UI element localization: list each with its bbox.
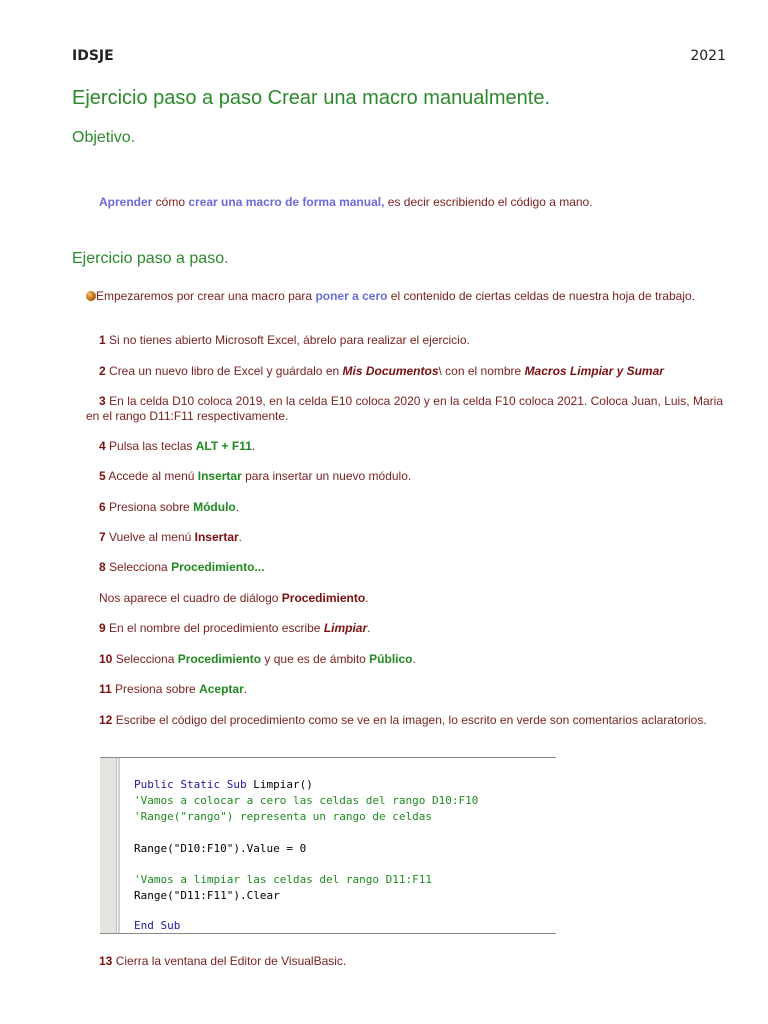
step-number: 5 (99, 469, 106, 483)
step-number: 10 (99, 652, 113, 666)
step-emph: Macros Limpiar y Sumar (524, 364, 664, 378)
step-emph: Público (369, 652, 413, 666)
step-number: 6 (99, 500, 106, 514)
step-9 (99, 621, 736, 636)
step-text: Escribe el código del procedimiento como se ve en la imagen, lo escrito en verde son comentarios aclaratorios. (112, 713, 707, 727)
step-emph: ALT + F11 (195, 439, 252, 453)
code-screenshot (100, 757, 556, 934)
step-emph: Limpiar (323, 621, 368, 635)
step-emph: Procedimiento (177, 652, 262, 666)
step-text: Selecciona (112, 652, 178, 666)
step-emph: Módulo (193, 500, 236, 514)
dialog-note (99, 591, 736, 606)
ejercicio-heading: Ejercicio paso a paso. (72, 250, 229, 267)
intro-paragraph (86, 289, 723, 304)
step-text: Cierra la ventana del Editor de VisualBasic. (112, 954, 347, 968)
step-text: En el nombre del procedimiento escribe (105, 621, 324, 635)
step-text: . (367, 621, 371, 635)
objetivo-heading: Objetivo. (72, 129, 136, 146)
step-text: . (412, 652, 416, 666)
step-number: 3 (99, 394, 106, 408)
step-6 (99, 500, 736, 515)
step-3 (86, 394, 723, 424)
objetivo-como: cómo (152, 195, 189, 209)
step-number: 1 (99, 333, 106, 347)
step-5 (99, 469, 736, 484)
step-13 (99, 954, 736, 969)
step-number: 4 (99, 439, 106, 453)
step-text: Selecciona (105, 560, 172, 574)
step-text: Accede al menú (105, 469, 198, 483)
code-comment: 'Vamos a colocar a cero las celdas del rango D10:F10 (134, 794, 479, 807)
note-text: Nos aparece el cuadro de diálogo (99, 591, 282, 605)
code-gutter (100, 758, 117, 933)
intro-b: poner a cero (315, 289, 388, 303)
step-emph: Procedimiento... (171, 560, 265, 574)
code-text: Limpiar() (246, 778, 313, 791)
step-7 (99, 530, 736, 545)
step-number: 7 (99, 530, 106, 544)
step-number: 9 (99, 621, 106, 635)
step-number: 13 (99, 954, 113, 968)
step-emph: Insertar (197, 469, 242, 483)
bullet-icon (86, 291, 96, 301)
code-gutter-divider (118, 758, 120, 933)
page-title: Ejercicio paso a paso Crear una macro manualmente. (72, 87, 551, 109)
step-text: Pulsa las teclas (105, 439, 196, 453)
step-number: 11 (99, 682, 112, 696)
step-10 (99, 652, 736, 667)
step-text: Presiona sobre (111, 682, 200, 696)
intro-c: el contenido de ciertas celdas de nuestra hoja de trabajo. (387, 289, 696, 303)
step-1 (99, 333, 736, 348)
step-text: En la celda D10 coloca 2019, en la celda E10 coloca 2020 y en la celda F10 coloca 2021. Coloca Juan, Luis, Maria en el rango D11:F11 respectivamente. (86, 394, 723, 423)
step-text: . (235, 500, 240, 514)
step-2 (99, 364, 736, 379)
step-4 (99, 439, 736, 454)
code-line (134, 778, 313, 791)
code-comment: 'Vamos a limpiar las celdas del rango D11:F11 (134, 873, 433, 886)
step-11 (99, 682, 736, 697)
code-comment: 'Range("rango") representa un rango de celdas (134, 810, 433, 823)
note-emph: Procedimiento (281, 591, 366, 605)
step-emph: Aceptar (199, 682, 244, 696)
objetivo-crear: crear una macro de forma manual, (188, 195, 385, 209)
step-text: \ con el nombre (438, 364, 525, 378)
step-text: Presiona sobre (105, 500, 194, 514)
objetivo-aprender: Aprender (99, 195, 153, 209)
code-end-sub: End Sub (134, 919, 181, 932)
objetivo-text (99, 195, 719, 210)
step-emph: Mis Documentos (342, 364, 439, 378)
step-number: 12 (99, 713, 113, 727)
intro-a: Empezaremos por crear una macro para (96, 289, 316, 303)
code-keyword: Public Static Sub (134, 778, 247, 791)
step-text: . (243, 682, 248, 696)
step-text: Vuelve al menú (105, 530, 195, 544)
step-text: . (238, 530, 243, 544)
step-text: y que es de ámbito (261, 652, 370, 666)
note-text: . (365, 591, 369, 605)
header-year: 2021 (690, 48, 726, 64)
step-emph: Insertar (194, 530, 239, 544)
step-number: 8 (99, 560, 106, 574)
code-line: Range("D10:F10").Value = 0 (134, 842, 307, 855)
step-text: Si no tienes abierto Microsoft Excel, ábrelo para realizar el ejercicio. (105, 333, 470, 347)
step-8 (99, 560, 736, 575)
code-line: Range("D11:F11").Clear (134, 889, 280, 902)
objetivo-rest: es decir escribiendo el código a mano. (384, 195, 593, 209)
step-text: . (251, 439, 256, 453)
step-text: para insertar un nuevo módulo. (241, 469, 412, 483)
header-left: IDSJE (72, 48, 114, 64)
step-12 (86, 713, 723, 728)
step-text: Crea un nuevo libro de Excel y guárdalo en (105, 364, 343, 378)
step-number: 2 (99, 364, 106, 378)
